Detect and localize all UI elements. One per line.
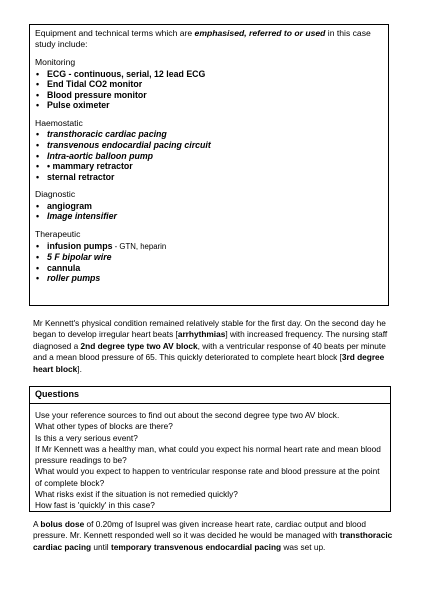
equipment-item bbox=[35, 79, 383, 90]
bullet-icon: • bbox=[36, 252, 40, 263]
equipment-terms-box bbox=[29, 24, 389, 306]
term-av-block: 2nd degree type two AV block bbox=[80, 340, 198, 351]
equipment-item bbox=[35, 129, 383, 140]
equipment-term: transthoracic cardiac pacing bbox=[47, 129, 167, 140]
equipment-item bbox=[35, 273, 383, 284]
question-line: How fast is 'quickly' in this case? bbox=[35, 500, 155, 511]
bullet-icon: • bbox=[36, 129, 40, 140]
equipment-item bbox=[35, 69, 383, 80]
bullet-icon: • bbox=[36, 262, 40, 273]
bullet-icon: • bbox=[36, 139, 40, 150]
question-line: What would you expect to happen to ventricular response rate and blood pressure at the point of complete block? bbox=[35, 466, 380, 488]
bullet-icon: • bbox=[36, 150, 40, 161]
equipment-item bbox=[35, 211, 383, 222]
bullet-icon: • bbox=[36, 200, 40, 211]
question-line: Use your reference sources to find out about the second degree type two AV block. bbox=[35, 410, 340, 420]
equipment-sections bbox=[35, 57, 383, 284]
equipment-term: sternal retractor bbox=[47, 171, 115, 182]
bullet-icon: • bbox=[36, 273, 40, 284]
equipment-item bbox=[35, 263, 383, 274]
term-transthoracic-pacing: transthoracic cardiac pacing bbox=[33, 530, 393, 552]
bullet-icon: • bbox=[36, 79, 40, 90]
intro-text: Equipment and technical terms which are bbox=[35, 28, 195, 38]
equipment-list bbox=[35, 129, 383, 182]
term-bolus-dose: bolus dose bbox=[40, 519, 85, 529]
question-line: What other types of blocks are there? bbox=[35, 421, 173, 432]
equipment-item bbox=[35, 140, 383, 151]
bullet-icon: • bbox=[36, 68, 40, 79]
equipment-item bbox=[35, 151, 383, 162]
equipment-note: - GTN, heparin bbox=[112, 241, 167, 251]
section-heading: Therapeutic bbox=[35, 229, 81, 240]
term-arrhythmias: arrhythmias bbox=[177, 329, 226, 340]
section-heading: Diagnostic bbox=[35, 189, 76, 200]
equipment-term: transvenous endocardial pacing circuit bbox=[47, 139, 211, 150]
equipment-term: Intra-aortic balloon pump bbox=[47, 150, 154, 161]
questions-box bbox=[29, 386, 391, 512]
equipment-list bbox=[35, 201, 383, 222]
case-paragraph-1: Mr Kennett's physical condition remained relatively stable for the first day. On the second day he began to develop irregular heart beats [arrhythmias] with increased frequency. The nursing staff diagnosed a 2nd degree type two AV block, with a ventricular response of 40 beats per minute and a mean blood pressure of 65. This quickly deteriorated to complete heart block [3rd degree heart block]. bbox=[33, 318, 388, 374]
equipment-term: ECG - continuous, serial, 12 lead ECG bbox=[47, 68, 206, 79]
equipment-term: Image intensifier bbox=[47, 211, 117, 222]
intro-text-end: in this case study include: bbox=[35, 28, 371, 49]
question-line: If Mr Kennett was a healthy man, what could you expect his normal heart rate and mean blood pressure readings to be? bbox=[35, 443, 381, 466]
term-3rd-degree-block: 3rd degree heart block bbox=[33, 352, 385, 374]
equipment-item bbox=[35, 161, 383, 172]
term-transvenous-pacing: temporary transvenous endocardial pacing bbox=[110, 541, 282, 552]
bullet-icon: • bbox=[36, 89, 40, 100]
question-line: Is this a very serious event? bbox=[35, 432, 138, 443]
equipment-item bbox=[35, 201, 383, 212]
intro-emphasis: emphasised, referred to or used bbox=[194, 28, 326, 38]
equipment-item bbox=[35, 100, 383, 111]
equipment-item bbox=[35, 90, 383, 101]
equipment-term: roller pumps bbox=[47, 273, 101, 284]
equipment-term: 5 F bipolar wire bbox=[47, 252, 112, 263]
equipment-term: End Tidal CO2 monitor bbox=[47, 79, 143, 90]
equipment-list bbox=[35, 69, 383, 111]
section-heading: Haemostatic bbox=[35, 117, 83, 128]
bullet-icon: • bbox=[36, 240, 40, 251]
equipment-term: angiogram bbox=[47, 200, 92, 211]
questions-list bbox=[35, 410, 385, 512]
equipment-term: cannula bbox=[47, 262, 81, 273]
section-heading: Monitoring bbox=[35, 57, 76, 67]
bullet-icon: • bbox=[36, 171, 40, 182]
equipment-item bbox=[35, 241, 383, 253]
equipment-list bbox=[35, 241, 383, 284]
equipment-term: • mammary retractor bbox=[47, 161, 133, 172]
case-paragraph-2: A bolus dose of 0.20mg of Isuprel was given increase heart rate, cardiac output and blood pressure. Mr. Kennett responded well so it was decided he would be managed with transthoracic cardiac pacing until temporary transvenous endocardial pacing was set up. bbox=[33, 519, 393, 552]
equipment-term: infusion pumps bbox=[47, 240, 113, 251]
bullet-icon: • bbox=[36, 100, 40, 111]
bullet-icon: • bbox=[36, 211, 40, 222]
equipment-term: Pulse oximeter bbox=[47, 100, 110, 111]
equipment-intro bbox=[35, 28, 383, 49]
bullet-icon: • bbox=[36, 161, 40, 172]
equipment-term: Blood pressure monitor bbox=[47, 89, 147, 100]
equipment-item bbox=[35, 252, 383, 263]
question-line: What risks exist if the situation is not remedied quickly? bbox=[35, 489, 238, 500]
equipment-item bbox=[35, 172, 383, 183]
questions-heading: Questions bbox=[30, 388, 390, 404]
